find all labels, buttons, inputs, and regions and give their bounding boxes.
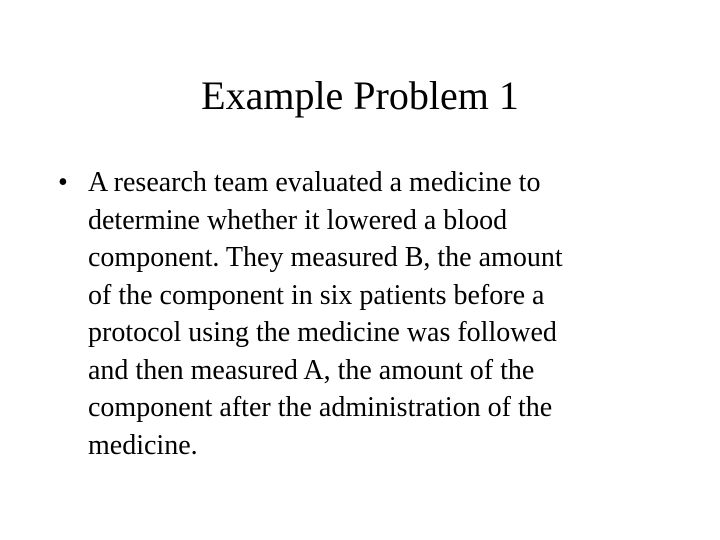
bullet-list xyxy=(58,164,658,464)
bullet-item xyxy=(58,164,658,464)
bullet-text-line-8: medicine. xyxy=(88,429,198,461)
bullet-text-line-3: component. They measured B, the amount xyxy=(88,242,563,273)
bullet-text-line-1: A research team evaluated a medicine to xyxy=(88,167,541,198)
bullet-text-line-2: determine whether it lowered a blood xyxy=(88,204,508,236)
bullet-icon: • xyxy=(58,167,68,198)
bullet-text-line-6: and then measured A, the amount of the xyxy=(88,354,535,386)
bullet-text-line-7: component after the administration of the xyxy=(88,392,553,423)
slide-title: Example Problem 1 xyxy=(201,73,519,118)
bullet-text-line-4: of the component in six patients before a xyxy=(88,279,545,311)
bullet-text-line-5: protocol using the medicine was followed xyxy=(88,317,557,348)
